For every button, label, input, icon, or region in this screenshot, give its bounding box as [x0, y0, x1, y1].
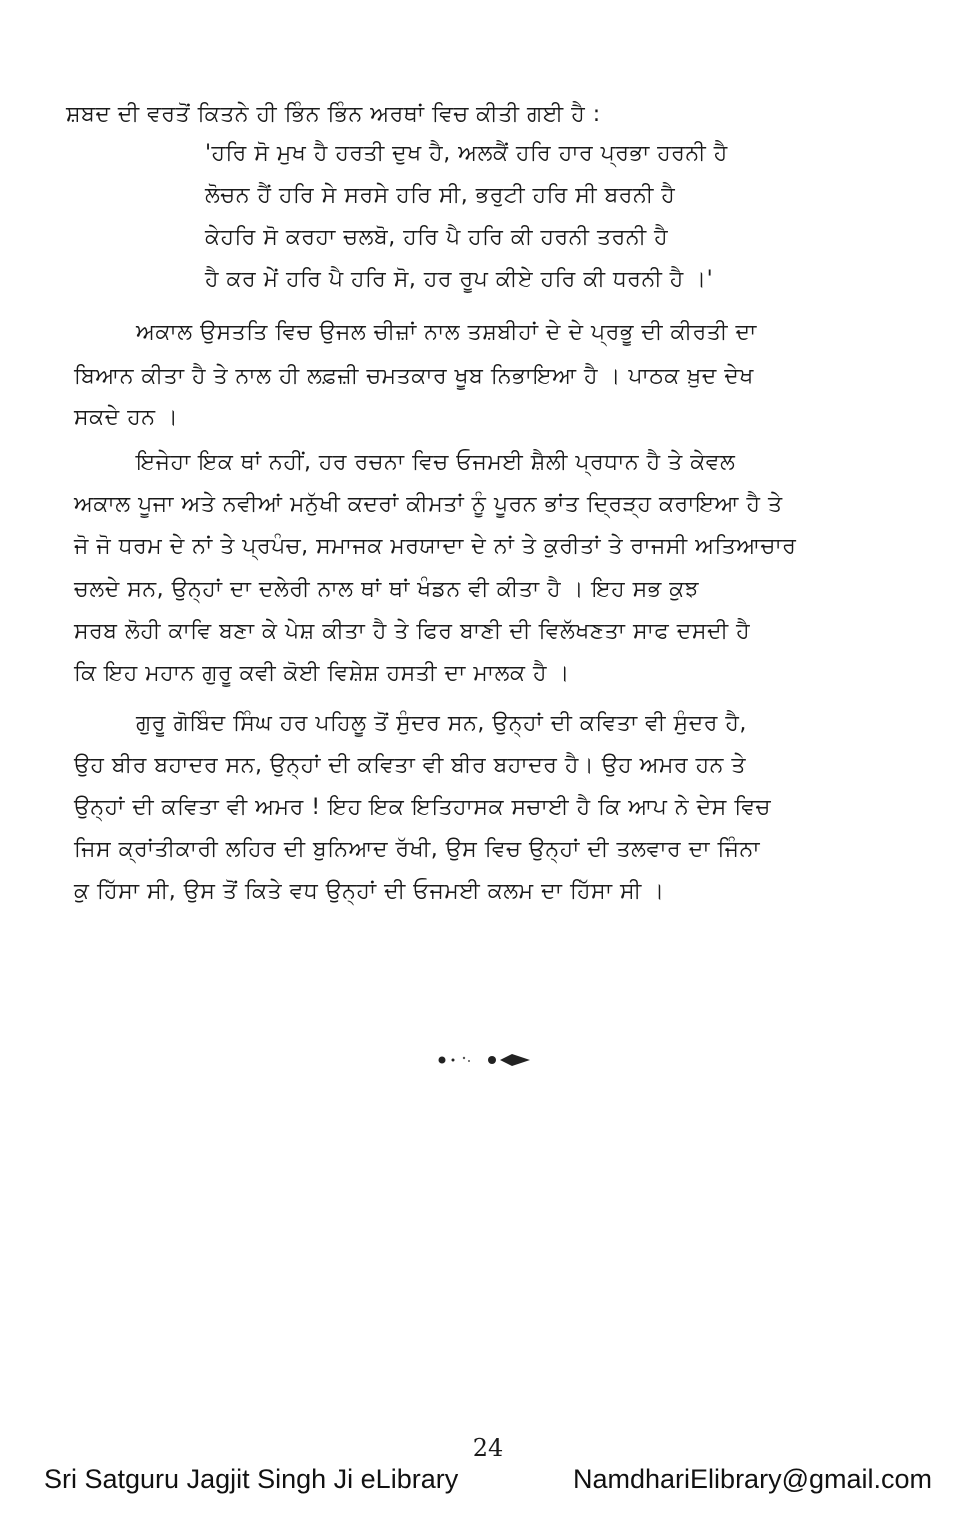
text-line: ਅਕਾਲ ਪੂਜਾ ਅਤੇ ਨਵੀਆਂ ਮਨੁੱਖੀ ਕਦਰਾਂ ਕੀਮਤਾਂ ਨੂੰ ਪੂਰਨ ਭਾਂਤ ਦ੍ਰਿੜ੍ਹ ਕਰਾਇਆ ਹੈ ਤੇ	[74, 492, 783, 517]
text-line: ਉਹ ਬੀਰ ਬਹਾਦਰ ਸਨ, ਉਨ੍ਹਾਂ ਦੀ ਕਵਿਤਾ ਵੀ ਬੀਰ ਬਹਾਦਰ ਹੈ। ਉਹ ਅਮਰ ਹਨ ਤੇ	[74, 753, 746, 778]
footer-library-name: Sri Satguru Jagjit Singh Ji eLibrary	[44, 1464, 459, 1494]
text-line: ਸਕਦੇ ਹਨ ।	[74, 405, 179, 430]
text-line: ਬਿਆਨ ਕੀਤਾ ਹੈ ਤੇ ਨਾਲ ਹੀ ਲਫ਼ਜ਼ੀ ਚਮਤਕਾਰ ਖੂਬ ਨਿਭਾਇਆ ਹੈ । ਪਾਠਕ ਖ਼ੁਦ ਦੇਖ	[74, 364, 754, 389]
text-line: ਕੁ ਹਿੱਸਾ ਸੀ, ਉਸ ਤੋਂ ਕਿਤੇ ਵਧ ਉਨ੍ਹਾਂ ਦੀ ਓਜਮਈ ਕਲਮ ਦਾ ਹਿੱਸਾ ਸੀ ।	[74, 879, 665, 904]
footer-email: NamdhariElibrary@gmail.com	[573, 1464, 933, 1494]
text-line: ਗੁਰੂ ਗੋਬਿੰਦ ਸਿੰਘ ਹਰ ਪਹਿਲੂ ਤੋਂ ਸੁੰਦਰ ਸਨ, ਉਨ੍ਹਾਂ ਦੀ ਕਵਿਤਾ ਵੀ ਸੁੰਦਰ ਹੈ,	[136, 711, 747, 736]
verse-line: 'ਹਰਿ ਸੋ ਮੁਖ ਹੈ ਹਰਤੀ ਦੁਖ ਹੈ, ਅਲਕੈਂ ਹਰਿ ਹਾਰ ਪ੍ਰਭਾ ਹਰਨੀ ਹੈ	[205, 141, 728, 166]
verse-line: ਕੇਹਰਿ ਸੋ ਕਰਹਾ ਚਲਬੋ, ਹਰਿ ਪੈ ਹਰਿ ਕੀ ਹਰਨੀ ਤਰਨੀ ਹੈ	[205, 225, 669, 250]
text-line: ਸ਼ਬਦ ਦੀ ਵਰਤੋਂ ਕਿਤਨੇ ਹੀ ਭਿੰਨ ਭਿੰਨ ਅਰਥਾਂ ਵਿਚ ਕੀਤੀ ਗਈ ਹੈ :	[66, 102, 601, 127]
text-line: ਕਿ ਇਹ ਮਹਾਨ ਗੁਰੂ ਕਵੀ ਕੋਈ ਵਿਸ਼ੇਸ਼ ਹਸਤੀ ਦਾ ਮਾਲਕ ਹੈ ।	[74, 661, 570, 686]
text-line: ਜਿਸ ਕ੍ਰਾਂਤੀਕਾਰੀ ਲਹਿਰ ਦੀ ਬੁਨਿਆਦ ਰੱਖੀ, ਉਸ ਵਿਚ ਉਨ੍ਹਾਂ ਦੀ ਤਲਵਾਰ ਦਾ ਜਿੰਨਾ	[74, 837, 761, 862]
verse-line: ਹੈ ਕਰ ਮੇਂ ਹਰਿ ਪੈ ਹਰਿ ਸੋ, ਹਰ ਰੂਪ ਕੀਏ ਹਰਿ ਕੀ ਧਰਨੀ ਹੈ ।'	[205, 267, 714, 292]
text-line: ਉਨ੍ਹਾਂ ਦੀ ਕਵਿਤਾ ਵੀ ਅਮਰ ! ਇਹ ਇਕ ਇਤਿਹਾਸਕ ਸਚਾਈ ਹੈ ਕਿ ਆਪ ਨੇ ਦੇਸ ਵਿਚ	[74, 795, 772, 820]
text-line: ਚਲਦੇ ਸਨ, ਉਨ੍ਹਾਂ ਦਾ ਦਲੇਰੀ ਨਾਲ ਥਾਂ ਥਾਂ ਖੰਡਨ ਵੀ ਕੀਤਾ ਹੈ । ਇਹ ਸਭ ਕੁਝ	[74, 577, 700, 602]
divider-ornament-icon	[436, 1050, 536, 1070]
text-line: ਅਕਾਲ ਉਸਤਤਿ ਵਿਚ ਉਜਲ ਚੀਜ਼ਾਂ ਨਾਲ ਤਸ਼ਬੀਹਾਂ ਦੇ ਦੇ ਪ੍ਰਭੂ ਦੀ ਕੀਰਤੀ ਦਾ	[136, 320, 757, 345]
verse-line: ਲੋਚਨ ਹੈਂ ਹਰਿ ਸੇ ਸਰਸੇ ਹਰਿ ਸੀ, ਭਰੁਟੀ ਹਰਿ ਸੀ ਬਰਨੀ ਹੈ	[205, 183, 676, 208]
page-number: 24	[472, 1434, 504, 1462]
text-line: ਇਜੇਹਾ ਇਕ ਥਾਂ ਨਹੀਂ, ਹਰ ਰਚਨਾ ਵਿਚ ਓਜਮਈ ਸ਼ੈਲੀ ਪ੍ਰਧਾਨ ਹੈ ਤੇ ਕੇਵਲ	[136, 450, 736, 475]
text-line: ਜੋ ਜੋ ਧਰਮ ਦੇ ਨਾਂ ਤੇ ਪ੍ਰਪੰਚ, ਸਮਾਜਕ ਮਰਯਾਦਾ ਦੇ ਨਾਂ ਤੇ ਕੁਰੀਤਾਂ ਤੇ ਰਾਜਸੀ ਅਤਿਆਚਾਰ	[74, 534, 797, 559]
text-line: ਸਰਬ ਲੋਹੀ ਕਾਵਿ ਬਣਾ ਕੇ ਪੇਸ਼ ਕੀਤਾ ਹੈ ਤੇ ਫਿਰ ਬਾਣੀ ਦੀ ਵਿਲੱਖਣਤਾ ਸਾਫ ਦਸਦੀ ਹੈ	[74, 619, 751, 644]
